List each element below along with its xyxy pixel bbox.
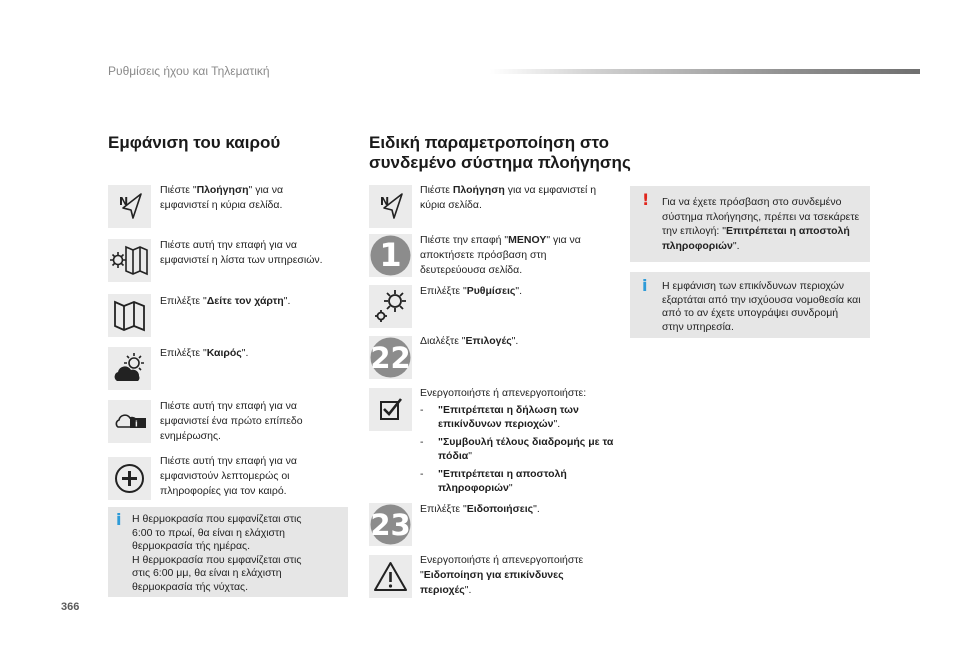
nav-step-2-text: Πιέστε την επαφή "ΜΕΝΟΥ" για να αποκτήσετε πρόσβαση στη δευτερεύουσα σελίδα. [420, 234, 581, 276]
weather-step-5-text: Πιέστε αυτή την επαφή για να εμφανιστεί ένα πρώτο επίπεδο ενημέρωσης. [160, 400, 303, 442]
step-badge-23: 23 [369, 503, 412, 546]
warning-box: ! Για να έχετε πρόσβαση στο συνδεμένο σύστημα πλοήγησης, πρέπει να τσεκάρετε την επιλογή: "Επιτρέπεται η αποστολή πληροφοριών". [630, 186, 870, 262]
option-item: - "Επιτρέπεται η αποστολή πληροφοριών" [420, 468, 567, 494]
weather-step-4-text: Επιλέξτε "Καιρός". [160, 347, 249, 359]
step-badge-1: 1 [369, 234, 412, 277]
step-badge-22: 22 [369, 336, 412, 379]
warning-triangle-icon [369, 555, 412, 598]
checkbox-icon [369, 388, 412, 431]
map-icon [108, 294, 151, 337]
info-box-dangerous-zones: i Η εμφάνιση των επικίνδυνων περιοχών εξαρτάται από την ισχύουσα νομοθεσία και από το αν έχετε υπογράψει συνδρομή στην υπηρεσία. [630, 272, 870, 338]
svg-text:i: i [135, 419, 138, 429]
running-header: Ρυθμίσεις ήχου και Τηλεματική [108, 64, 270, 78]
svg-text:N: N [119, 195, 129, 208]
navigation-arrow-icon [369, 185, 412, 228]
info-line: στις 6:00 μμ, θα είναι η ελάχιστη [132, 567, 282, 579]
nav-step-4-text: Διαλέξτε "Επιλογές". [420, 335, 519, 347]
weather-section-title: Εμφάνιση του καιρού [108, 133, 281, 152]
custom-nav-section-title: Ειδική παραμετροποίηση στο συνδεμένο σύστημα πλοήγησης [369, 133, 631, 172]
nav-step-5-intro: Ενεργοποιήστε ή απενεργοποιήστε: [420, 387, 587, 399]
weather-step-3-text: Επιλέξτε "Δείτε τον χάρτη". [160, 295, 291, 307]
option-item: - "Επιτρέπεται η δήλωση των επικίνδυνων περιοχών". [420, 404, 579, 430]
nav-step-6-text: Επιλέξτε "Ειδοποιήσεις". [420, 503, 540, 515]
info-line: Η θερμοκρασία που εμφανίζεται στις [132, 553, 302, 566]
warning-icon: ! [642, 190, 650, 209]
services-list-icon [108, 239, 151, 282]
weather-step-1-text: Πιέστε "Πλοήγηση" για να εμφανιστεί η κύρια σελίδα. [160, 184, 284, 211]
page-number: 366 [61, 601, 80, 613]
info-icon: i [116, 510, 122, 529]
weather-step-2-text: Πιέστε αυτή την επαφή για να εμφανιστεί η λίστα των υπηρεσιών. [160, 239, 323, 266]
info-line: Η θερμοκρασία που εμφανίζεται στις [132, 513, 302, 525]
option-item: - "Συμβουλή τέλους διαδρομής με τα πόδια" [420, 436, 614, 462]
weather-step-6-text: Πιέστε αυτή την επαφή για να εμφανιστούν λεπτομερώς οι πληροφορίες για τον καιρό. [160, 455, 297, 497]
info-line: θερμοκρασία τής ημέρας. [132, 540, 251, 552]
settings-icon [369, 285, 412, 328]
nav-step-1-text: Πιέστε Πλοήγηση για να εμφανιστεί η κύρια σελίδα. [420, 184, 597, 211]
nav-step-3-text: Επιλέξτε "Ρυθμίσεις". [420, 285, 523, 297]
svg-text:N: N [380, 195, 390, 208]
plus-icon [108, 457, 151, 500]
nav-options-list [420, 404, 615, 500]
info-line: 6:00 το πρωί, θα είναι η ελάχιστη [132, 526, 286, 539]
info-line: θερμοκρασία τής νύχτας. [132, 580, 248, 593]
navigation-arrow-icon [108, 185, 151, 228]
temperature-info-box [108, 507, 348, 597]
info-icon: i [642, 276, 648, 295]
weather-info-icon [108, 400, 151, 443]
nav-step-7-text: Ενεργοποιήστε ή απενεργοποιήστε "Ειδοποίηση για επικίνδυνες περιοχές". [420, 554, 584, 596]
weather-icon [108, 347, 151, 390]
header-rule [490, 69, 920, 74]
